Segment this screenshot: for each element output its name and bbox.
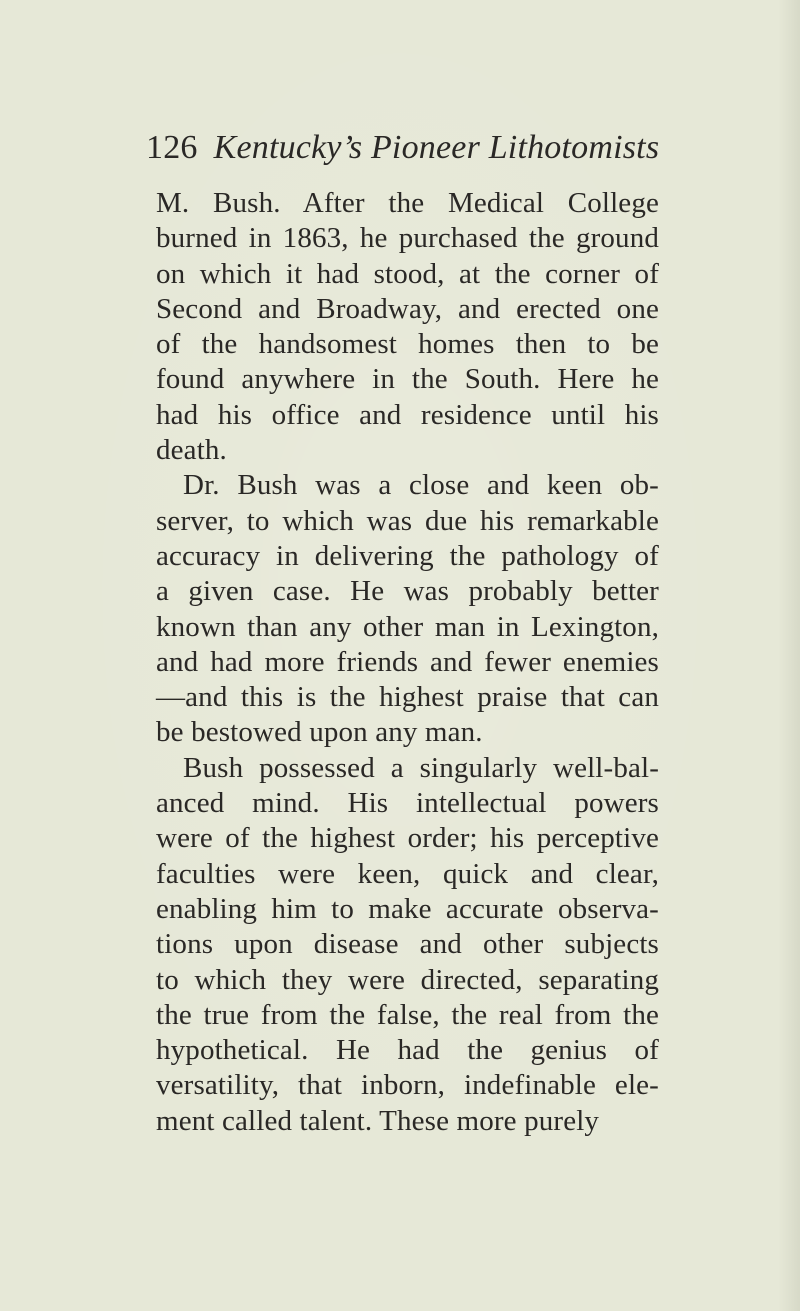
text-line: to which they were directed, separating [156, 963, 659, 996]
text-line: found anywhere in the South. Here he [156, 363, 659, 396]
page-number: 126 [146, 129, 198, 166]
text-line: Second and Broadway, and erected one [156, 292, 659, 325]
page-header [146, 126, 666, 170]
text-line: of the handsomest homes then to be [156, 328, 659, 361]
text-line: versatility, that inborn, indefinable ele- [156, 1069, 659, 1102]
text-line: tions upon disease and other subjects [156, 928, 659, 961]
text-line: enabling him to make accurate observa- [156, 892, 659, 925]
text-line: faculties were keen, quick and clear, [156, 857, 659, 890]
text-line: the true from the false, the real from the [156, 998, 659, 1031]
text-line: accuracy in delivering the pathology of [156, 539, 659, 572]
text-line: anced mind. His intellectual powers [156, 787, 659, 820]
text-line: on which it had stood, at the corner of [156, 257, 659, 290]
text-line: known than any other man in Lexington, [156, 610, 659, 643]
text-line: M. Bush. After the Medical College [156, 187, 659, 219]
text-line: a given case. He was probably better [156, 575, 659, 608]
text-line: Dr. Bush was a close and keen ob- [183, 469, 659, 502]
running-title: Kentucky’s Pioneer Lithotomists [213, 129, 660, 166]
text-line: were of the highest order; his perceptive [156, 822, 659, 855]
text-line: hypothetical. He had the genius of [156, 1034, 659, 1067]
text-line: ment called talent. These more purely [156, 1104, 600, 1137]
text-line: and had more friends and fewer enemies [156, 645, 659, 678]
text-line: Bush possessed a singularly well-bal- [183, 751, 659, 784]
text-line: had his office and residence until his [156, 398, 659, 431]
text-line: server, to which was due his remarkable [156, 504, 659, 537]
text-line: death. [156, 434, 227, 467]
text-line: be bestowed upon any man. [156, 716, 483, 749]
text-line: —and this is the highest praise that can [156, 681, 659, 714]
body-text [156, 186, 659, 1139]
page-edge-shadow [778, 0, 800, 1311]
text-line: burned in 1863, he purchased the ground [156, 222, 659, 255]
